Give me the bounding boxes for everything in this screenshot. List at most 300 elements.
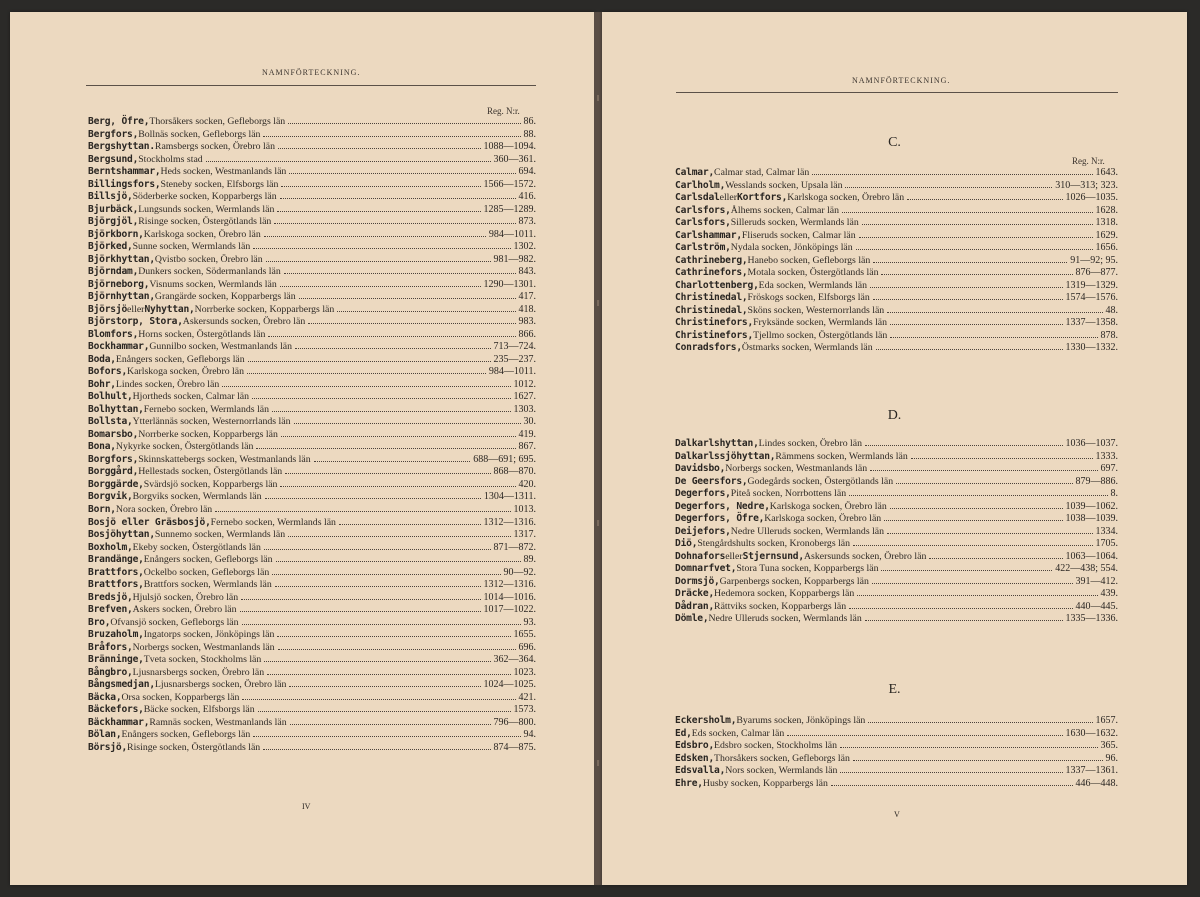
entry-name: Cathrinefors, <box>675 267 748 279</box>
dot-leader <box>862 224 1093 225</box>
dot-leader <box>272 411 510 412</box>
entry-detail: Hedemora socken, Kopparbergs län <box>714 588 855 600</box>
list-item <box>88 216 536 229</box>
entry-reg-number: 93. <box>523 616 536 628</box>
list-item <box>675 267 1118 280</box>
entry-detail: Skinnskattebergs socken, Westmanlands län <box>138 453 311 465</box>
entry-reg-number: 713—724. <box>493 341 536 353</box>
entry-name: Bränninge, <box>88 654 144 666</box>
entry-reg-number: 1330—1332. <box>1065 342 1118 354</box>
entry-reg-number: 876—877. <box>1075 267 1118 279</box>
list-item <box>88 316 536 329</box>
list-item <box>675 576 1118 589</box>
gutter-stitch <box>597 520 599 526</box>
dot-leader <box>241 599 480 600</box>
list-item <box>88 479 536 492</box>
entry-name: Born, <box>88 503 116 515</box>
entry-name: Brandänge, <box>88 554 144 566</box>
entry-reg-number: 1319—1329. <box>1065 279 1118 291</box>
entry-detail: Ytterlännäs socken, Westernorrlands län <box>132 416 291 428</box>
entry-detail: Karlskoga socken, Örebro län <box>127 366 245 378</box>
entry-detail: Thorsåkers socken, Gefleborgs län <box>149 116 286 127</box>
entry-name: Dräcke, <box>675 588 715 600</box>
list-item <box>675 526 1118 539</box>
entry-name: Carlsdal <box>675 192 720 204</box>
entry-name: Borgvik, <box>88 491 133 503</box>
entry-reg-number: 418. <box>518 303 536 315</box>
dot-leader <box>248 361 491 362</box>
entry-detail: Hjulsjö socken, Örebro län <box>132 591 239 603</box>
entry-name: Bona, <box>88 441 116 453</box>
entry-name: Carlsfors, <box>675 204 731 216</box>
entry-reg-number: 984—1011. <box>488 366 536 378</box>
dot-leader <box>865 445 1062 446</box>
dot-leader <box>264 661 490 662</box>
entry-detail: Eda socken, Wermlands län <box>758 279 868 291</box>
entry-detail: Nykyrke socken, Östergötlands län <box>115 441 254 453</box>
list-item <box>675 330 1118 343</box>
entry-reg-number: 873. <box>518 216 536 228</box>
entry-detail: Thorsåkers socken, Gefleborgs län <box>714 752 850 764</box>
entry-detail: Edsbro socken, Stockholms län <box>714 740 838 752</box>
dot-leader <box>289 686 480 687</box>
entry-reg-number: 96. <box>1105 752 1118 764</box>
dot-leader <box>276 561 521 562</box>
list-item <box>88 629 536 642</box>
dot-leader <box>831 785 1073 786</box>
dot-leader <box>853 760 1103 761</box>
entry-name: Björgjöl, <box>88 216 139 228</box>
entry-reg-number: 866. <box>518 328 536 340</box>
entry-name: Davidsbo, <box>675 463 726 475</box>
gutter-stitch <box>597 95 599 101</box>
entry-detail: Enångers socken, Gefleborgs län <box>115 353 245 365</box>
dot-leader <box>247 373 486 374</box>
list-item <box>88 141 536 154</box>
entry-detail: eller <box>127 303 145 315</box>
entry-detail: Heds socken, Westmanlands län <box>160 166 287 178</box>
entry-reg-number: 1318. <box>1095 217 1118 229</box>
entry-reg-number: 878. <box>1100 329 1118 341</box>
entry-reg-number: 1038—1039. <box>1065 513 1118 525</box>
entry-reg-number: 422—438; 554. <box>1055 563 1118 575</box>
entry-name: Borggärde, <box>88 478 144 490</box>
entry-name: Bångbro, <box>88 666 133 678</box>
entry-reg-number: 867. <box>518 441 536 453</box>
entry-detail: Nedre Ulleruds socken, Wermlands län <box>708 613 862 625</box>
entry-detail: Grangärde socken, Kopparbergs län <box>154 291 296 303</box>
list-item <box>88 704 536 717</box>
list-item <box>88 154 536 167</box>
dot-leader <box>842 212 1092 213</box>
entry-reg-number: 1012. <box>513 378 536 390</box>
entry-detail: Karlskoga socken, Örebro län <box>769 500 887 512</box>
entry-detail: Nora socken, Örebro län <box>115 503 213 515</box>
entry-reg-number: 1024—1025. <box>483 679 536 691</box>
list-item <box>88 254 536 267</box>
entry-detail: Nedre Ulleruds socken, Wermlands län <box>730 525 885 537</box>
entry-reg-number: 421. <box>518 691 536 703</box>
entry-detail: Hjortheds socken, Calmar län <box>132 391 250 403</box>
entry-name: Degerfors, <box>675 488 731 500</box>
entry-detail: Risinge socken, Östergötlands län <box>138 216 272 228</box>
list-item <box>88 441 536 454</box>
entry-name: Carlström, <box>675 242 731 254</box>
dot-leader <box>337 311 515 312</box>
entry-name: Edsbro, <box>675 740 715 752</box>
dot-leader <box>872 583 1073 584</box>
entry-detail: Piteå socken, Norrbottens län <box>730 488 847 500</box>
entry-name: Edsvalla, <box>675 765 726 777</box>
entry-detail: Qvistbo socken, Örebro län <box>154 253 263 265</box>
section-c-entry-list <box>675 167 1118 355</box>
entry-reg-number: 1023. <box>513 666 536 678</box>
entry-name: Dalkarlshyttan, <box>675 438 759 449</box>
entry-reg-number: 1655. <box>513 629 536 641</box>
entry-reg-number: 697. <box>1100 463 1118 475</box>
list-item <box>88 617 536 630</box>
entry-detail: Stockholms stad <box>138 153 203 165</box>
dot-leader <box>868 722 1092 723</box>
entry-detail: Tjellmo socken, Östergötlands län <box>753 329 888 341</box>
list-item <box>675 740 1118 753</box>
entry-name: Billsjö, <box>88 191 133 203</box>
dot-leader <box>859 237 1093 238</box>
dot-leader <box>890 337 1097 338</box>
entry-reg-number: 88. <box>523 128 536 140</box>
entry-reg-number: 1630—1632. <box>1065 727 1118 739</box>
entry-name: Nyhyttan, <box>144 303 195 315</box>
list-item <box>88 729 536 742</box>
entry-name: Berg, Öfre, <box>88 116 150 127</box>
entry-detail: Godegårds socken, Östergötlands län <box>747 475 894 487</box>
dot-leader <box>873 262 1067 263</box>
list-item <box>88 304 536 317</box>
entry-detail: Hellestads socken, Östergötlands län <box>138 466 283 478</box>
entry-reg-number: 419. <box>518 428 536 440</box>
left-column-header: Reg. N:r. <box>487 106 520 116</box>
list-item <box>88 191 536 204</box>
entry-detail: Bollnäs socken, Gefleborgs län <box>138 128 261 140</box>
list-item <box>88 429 536 442</box>
entry-detail: Bäcke socken, Elfsborgs län <box>143 704 255 716</box>
section-letter-c: C. <box>888 135 901 150</box>
entry-name: Dömle, <box>675 613 709 625</box>
entry-detail: Fliseruds socken, Calmar län <box>741 229 856 241</box>
entry-reg-number: 310—313; 323. <box>1055 179 1118 191</box>
entry-detail: Borgviks socken, Wermlands län <box>132 491 262 503</box>
entry-name: Ehre, <box>675 777 703 789</box>
dot-leader <box>263 136 520 137</box>
list-item <box>675 601 1118 614</box>
list-item <box>675 753 1118 766</box>
list-item <box>675 180 1118 193</box>
entry-name: Deijefors, <box>675 525 731 537</box>
dot-leader <box>314 461 471 462</box>
list-item <box>675 765 1118 778</box>
entry-reg-number: 360—361. <box>493 153 536 165</box>
entry-reg-number: 1574—1576. <box>1065 292 1118 304</box>
entry-reg-number: 446—448. <box>1075 777 1118 789</box>
entry-detail: Wesslands socken, Upsala län <box>725 179 843 191</box>
entry-reg-number: 1317. <box>513 529 536 541</box>
entry-reg-number: 983. <box>518 316 536 328</box>
right-page <box>602 12 1187 885</box>
entry-detail: Nydala socken, Jönköpings län <box>730 242 853 254</box>
dot-leader <box>849 608 1072 609</box>
entry-name: Bofors, <box>88 366 128 378</box>
list-item <box>675 551 1118 564</box>
list-item <box>88 166 536 179</box>
entry-detail: Ålhems socken, Calmar län <box>730 204 840 216</box>
entry-detail: Byarums socken, Jönköpings län <box>736 715 866 726</box>
entry-detail: Rämmens socken, Wermlands län <box>775 450 908 462</box>
dot-leader <box>896 483 1072 484</box>
list-item <box>675 167 1118 180</box>
dot-leader <box>278 148 481 149</box>
list-item <box>675 280 1118 293</box>
dot-leader <box>853 545 1092 546</box>
entry-reg-number: 1036—1037. <box>1065 438 1118 449</box>
entry-detail: Söderberke socken, Kopparbergs län <box>132 191 277 203</box>
entry-detail: Horns socken, Östergötlands län <box>138 328 266 340</box>
entry-name: Edsken, <box>675 752 715 764</box>
dot-leader <box>840 747 1097 748</box>
entry-name: Brattfors, <box>88 566 144 578</box>
dot-leader <box>242 699 515 700</box>
dot-leader <box>887 533 1092 534</box>
right-head-rule <box>676 92 1118 93</box>
entry-name: Bohr, <box>88 378 116 390</box>
entry-name: Bockhammar, <box>88 341 150 353</box>
entry-name: Dohnafors <box>675 550 726 562</box>
list-item <box>675 217 1118 230</box>
entry-name: Bergfors, <box>88 128 139 140</box>
entry-name: Billingsfors, <box>88 178 161 190</box>
dot-leader <box>870 287 1062 288</box>
entry-detail: Ingatorps socken, Jönköpings län <box>143 629 275 641</box>
entry-name: Bjurbäck, <box>88 203 139 215</box>
entry-reg-number: 416. <box>518 191 536 203</box>
entry-name: Degerfors, Öfre, <box>675 513 765 525</box>
entry-detail: Askersunds socken, Örebro län <box>182 316 306 328</box>
dot-leader <box>339 524 481 525</box>
dot-leader <box>856 249 1093 250</box>
section-e-entry-list <box>675 715 1118 790</box>
list-item <box>88 529 536 542</box>
entry-reg-number: 235—237. <box>493 353 536 365</box>
list-item <box>675 242 1118 255</box>
entry-detail: Ljusnarsbergs socken, Örebro län <box>154 679 287 691</box>
dot-leader <box>881 274 1072 275</box>
dot-leader <box>266 261 491 262</box>
entry-name: Björsjö <box>88 303 128 315</box>
list-item <box>675 715 1118 728</box>
list-item <box>88 517 536 530</box>
dot-leader <box>277 211 480 212</box>
list-item <box>88 667 536 680</box>
dot-leader <box>884 520 1062 521</box>
dot-leader <box>929 558 1062 559</box>
entry-detail: Sunne socken, Wermlands län <box>132 241 251 253</box>
list-item <box>88 341 536 354</box>
dot-leader <box>222 386 510 387</box>
list-item <box>675 305 1118 318</box>
entry-reg-number: 417. <box>518 291 536 303</box>
entry-name: Bergsund, <box>88 153 139 165</box>
entry-reg-number: 1026—1035. <box>1065 192 1118 204</box>
entry-detail: Norrberke socken, Kopparbergs län <box>194 303 335 315</box>
dot-leader <box>253 736 520 737</box>
entry-detail: Fröskogs socken, Elfsborgs län <box>747 292 870 304</box>
entry-name: Calmar, <box>675 167 715 178</box>
entry-reg-number: 1312—1316. <box>483 579 536 591</box>
entry-detail: Karlskoga socken, Örebro län <box>787 192 905 204</box>
entry-detail: Orsa socken, Kopparbergs län <box>121 691 240 703</box>
entry-reg-number: 1628. <box>1095 204 1118 216</box>
dot-leader <box>285 473 490 474</box>
entry-detail: Sköns socken, Westernorrlands län <box>747 304 885 316</box>
entry-detail: Husby socken, Kopparbergs län <box>702 777 828 789</box>
entry-name: Bäckefors, <box>88 704 144 716</box>
entry-detail: Östmarks socken, Wermlands län <box>741 342 873 354</box>
dot-leader <box>280 286 481 287</box>
list-item <box>675 230 1118 243</box>
entry-reg-number: 879—886. <box>1075 475 1118 487</box>
right-folio: V <box>894 810 900 819</box>
list-item <box>88 354 536 367</box>
entry-reg-number: 440—445. <box>1075 600 1118 612</box>
entry-detail: Fernebo socken, Wermlands län <box>143 403 270 415</box>
dot-leader <box>289 173 515 174</box>
list-item <box>88 742 536 755</box>
entry-detail: Askersunds socken, Örebro län <box>803 550 927 562</box>
dot-leader <box>281 186 480 187</box>
dot-leader <box>267 674 510 675</box>
entry-reg-number: 1290—1301. <box>483 278 536 290</box>
entry-name: Björkhyttan, <box>88 253 155 265</box>
entry-reg-number: 984—1011. <box>488 228 536 240</box>
dot-leader <box>258 711 511 712</box>
entry-name: Björneborg, <box>88 278 150 290</box>
list-item <box>88 567 536 580</box>
list-item <box>88 116 536 129</box>
dot-leader <box>264 549 491 550</box>
dot-leader <box>215 511 510 512</box>
entry-name: Bosjö eller Gräsbosjö, <box>88 516 211 528</box>
entry-detail: Steneby socken, Elfsborgs län <box>160 178 279 190</box>
entry-detail: Rättviks socken, Kopparbergs län <box>714 600 847 612</box>
dot-leader <box>787 735 1062 736</box>
entry-detail: eller <box>719 192 738 204</box>
left-folio: IV <box>302 802 311 811</box>
left-entry-list <box>88 116 536 754</box>
entry-reg-number: 1014—1016. <box>483 591 536 603</box>
dot-leader <box>911 458 1093 459</box>
entry-name: Bolhyttan, <box>88 403 144 415</box>
entry-name: Christinefors, <box>675 317 754 329</box>
entry-detail: Enångers socken, Gefleborgs län <box>121 729 251 741</box>
dot-leader <box>290 724 491 725</box>
entry-reg-number: 1337—1361. <box>1065 765 1118 777</box>
dot-leader <box>812 174 1092 175</box>
entry-detail: Motala socken, Östergötlands län <box>747 267 879 279</box>
list-item <box>675 588 1118 601</box>
entry-detail: Ekeby socken, Östergötlands län <box>132 541 261 553</box>
entry-name: Carlsfors, <box>675 217 731 229</box>
entry-reg-number: 874—875. <box>493 741 536 753</box>
dot-leader <box>280 198 516 199</box>
list-item <box>675 205 1118 218</box>
entry-name: Dormsjö, <box>675 575 720 587</box>
entry-name: Börsjö, <box>88 741 128 753</box>
entry-name: Brefven, <box>88 604 133 616</box>
entry-reg-number: 1657. <box>1095 715 1118 726</box>
list-item <box>675 192 1118 205</box>
dot-leader <box>263 749 490 750</box>
section-letter-d: D. <box>887 408 902 423</box>
entry-reg-number: 8. <box>1110 488 1118 500</box>
entry-detail: Tveta socken, Stockholms län <box>143 654 262 666</box>
dot-leader <box>256 448 515 449</box>
entry-reg-number: 1573. <box>513 704 536 716</box>
entry-detail: Fernebo socken, Wermlands län <box>210 516 336 528</box>
entry-reg-number: 871—872. <box>493 541 536 553</box>
entry-name: Berntshammar, <box>88 166 161 178</box>
entry-name: Eckersholm, <box>675 715 737 726</box>
entry-detail: Karlskoga socken, Örebro län <box>764 513 882 525</box>
entry-detail: Ockelbo socken, Gefleborgs län <box>143 566 270 578</box>
list-item <box>88 416 536 429</box>
dot-leader <box>275 586 481 587</box>
entry-detail: Visnums socken, Wermlands län <box>149 278 277 290</box>
entry-name: Diö, <box>675 538 698 550</box>
entry-detail: Ramnäs socken, Westmanlands län <box>149 716 287 728</box>
list-item <box>675 255 1118 268</box>
entry-name: Bruzaholm, <box>88 629 144 641</box>
entry-name: De Geersfors, <box>675 475 748 487</box>
dot-leader <box>240 611 481 612</box>
dot-leader <box>268 336 515 337</box>
dot-leader <box>857 595 1097 596</box>
entry-reg-number: 1333. <box>1095 450 1118 462</box>
dot-leader <box>870 470 1097 471</box>
entry-reg-number: 1566—1572. <box>483 178 536 190</box>
dot-leader <box>206 161 491 162</box>
entry-detail: Enångers socken, Gefleborgs län <box>143 554 273 566</box>
entry-detail: Silleruds socken, Wermlands län <box>730 217 859 229</box>
entry-name: Blomfors, <box>88 328 139 340</box>
entry-reg-number: 796—800. <box>493 716 536 728</box>
entry-detail: Norbergs socken, Westmanlands län <box>132 641 275 653</box>
entry-detail: Norbergs socken, Westmanlands län <box>725 463 868 475</box>
dot-leader <box>299 298 516 299</box>
dot-leader <box>288 536 510 537</box>
entry-name: Brattfors, <box>88 579 144 591</box>
entry-name: Stjernsund, <box>742 550 804 562</box>
list-item <box>88 291 536 304</box>
entry-reg-number: 981—982. <box>493 253 536 265</box>
entry-reg-number: 1304—1311. <box>483 491 536 503</box>
entry-reg-number: 420. <box>518 478 536 490</box>
entry-detail: Norrberke socken, Kopparbergs län <box>138 428 278 440</box>
list-item <box>88 179 536 192</box>
dot-leader <box>265 498 481 499</box>
entry-reg-number: 1013. <box>513 503 536 515</box>
dot-leader <box>281 436 516 437</box>
list-item <box>88 454 536 467</box>
entry-reg-number: 90—92. <box>503 566 536 578</box>
